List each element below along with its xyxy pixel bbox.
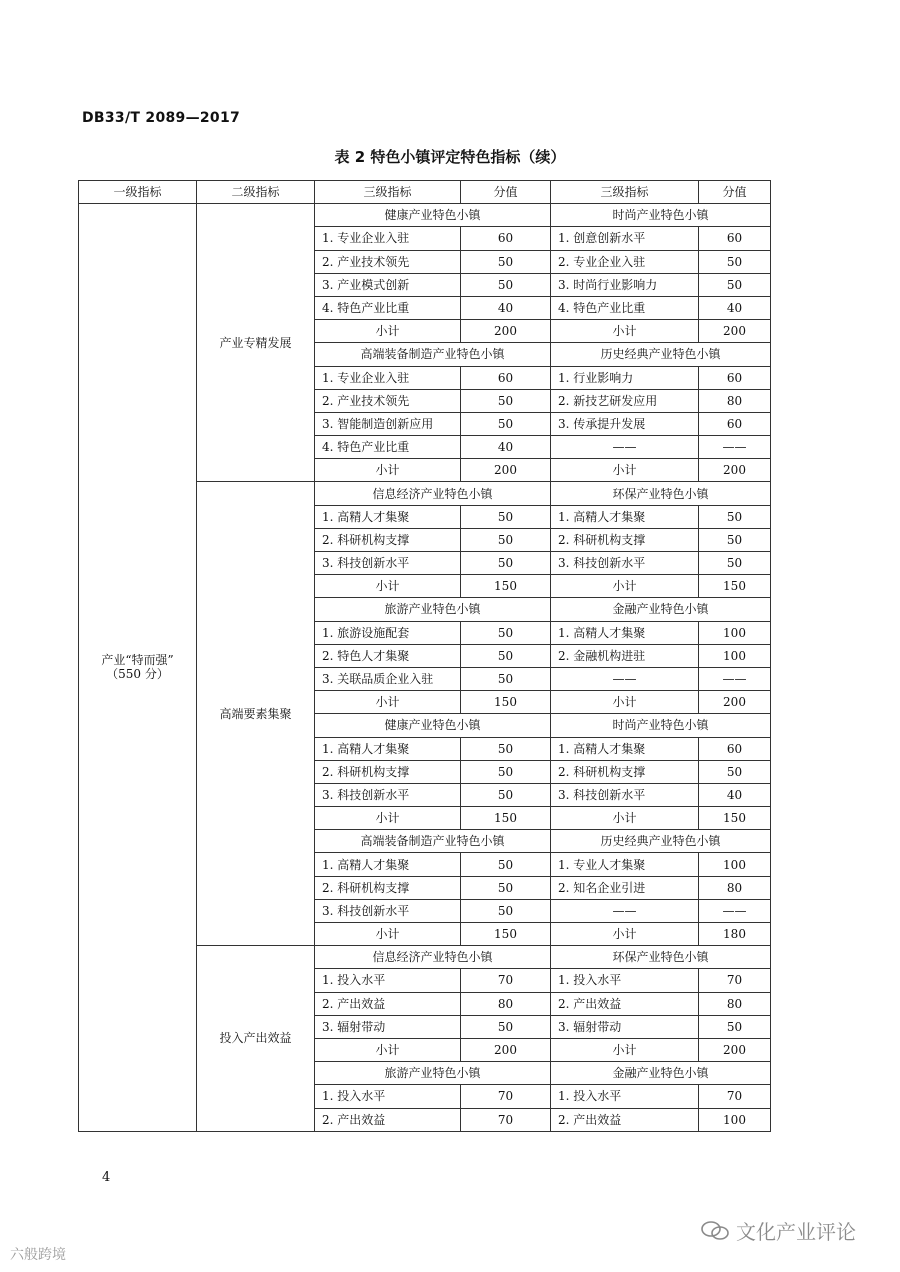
score-cell: 70 bbox=[699, 1085, 771, 1108]
town-type-heading: 旅游产业特色小镇 bbox=[315, 1062, 551, 1085]
score-cell: 50 bbox=[461, 853, 551, 876]
score-cell: 200 bbox=[699, 459, 771, 482]
column-header: 三级指标 bbox=[551, 181, 699, 204]
column-header: 一级指标 bbox=[79, 181, 197, 204]
level1-indicator-cell bbox=[79, 204, 197, 1132]
town-type-heading: 时尚产业特色小镇 bbox=[551, 714, 771, 737]
subtotal-label: 小计 bbox=[551, 807, 699, 830]
indicator-cell: 1. 投入水平 bbox=[315, 1085, 461, 1108]
town-type-heading: 高端装备制造产业特色小镇 bbox=[315, 830, 551, 853]
score-cell: 150 bbox=[461, 923, 551, 946]
score-cell: 200 bbox=[461, 320, 551, 343]
indicator-cell: 3. 传承提升发展 bbox=[551, 412, 699, 435]
table-row bbox=[79, 204, 771, 227]
score-cell: 60 bbox=[461, 227, 551, 250]
watermark-right-text: 文化产业评论 bbox=[736, 1220, 856, 1244]
indicator-cell: 1. 高精人才集聚 bbox=[551, 737, 699, 760]
town-type-heading: 信息经济产业特色小镇 bbox=[315, 946, 551, 969]
score-cell: 40 bbox=[699, 783, 771, 806]
column-header: 分值 bbox=[461, 181, 551, 204]
score-cell: 40 bbox=[461, 296, 551, 319]
score-cell: 50 bbox=[699, 273, 771, 296]
score-cell: 50 bbox=[699, 1015, 771, 1038]
indicator-cell: 2. 产业技术领先 bbox=[315, 389, 461, 412]
score-cell: 150 bbox=[699, 807, 771, 830]
score-cell: 100 bbox=[699, 853, 771, 876]
town-type-heading: 旅游产业特色小镇 bbox=[315, 598, 551, 621]
indicator-cell: 2. 特色人才集聚 bbox=[315, 644, 461, 667]
subtotal-label: 小计 bbox=[551, 459, 699, 482]
indicator-cell: 2. 科研机构支撑 bbox=[315, 760, 461, 783]
indicator-cell: 1. 高精人才集聚 bbox=[551, 505, 699, 528]
score-cell: 60 bbox=[699, 366, 771, 389]
indicator-cell: 2. 专业企业入驻 bbox=[551, 250, 699, 273]
indicator-cell: 2. 知名企业引进 bbox=[551, 876, 699, 899]
subtotal-label: 小计 bbox=[551, 320, 699, 343]
subtotal-label: 小计 bbox=[315, 459, 461, 482]
indicator-cell: 2. 科研机构支撑 bbox=[315, 876, 461, 899]
score-cell: 200 bbox=[461, 459, 551, 482]
score-cell: 100 bbox=[699, 644, 771, 667]
town-type-heading: 高端装备制造产业特色小镇 bbox=[315, 343, 551, 366]
score-cell: 200 bbox=[699, 691, 771, 714]
score-cell: 100 bbox=[699, 621, 771, 644]
watermark-right bbox=[700, 1216, 856, 1245]
town-type-heading: 健康产业特色小镇 bbox=[315, 714, 551, 737]
indicator-cell: 2. 科研机构支撑 bbox=[315, 528, 461, 551]
indicator-cell: —— bbox=[551, 899, 699, 922]
indicator-cell: 2. 产出效益 bbox=[551, 1108, 699, 1131]
score-cell: 180 bbox=[699, 923, 771, 946]
score-cell: 50 bbox=[461, 273, 551, 296]
level2-indicator: 产业专精发展 bbox=[197, 204, 315, 482]
score-cell: 50 bbox=[699, 505, 771, 528]
score-cell: 50 bbox=[699, 250, 771, 273]
score-cell: 100 bbox=[699, 1108, 771, 1131]
watermark-left: 六般跨境 bbox=[10, 1247, 66, 1263]
indicator-cell: 3. 辐射带动 bbox=[315, 1015, 461, 1038]
score-cell: 150 bbox=[461, 575, 551, 598]
column-header: 三级指标 bbox=[315, 181, 461, 204]
score-cell: 70 bbox=[461, 1108, 551, 1131]
indicator-cell: 3. 产业模式创新 bbox=[315, 273, 461, 296]
subtotal-label: 小计 bbox=[315, 575, 461, 598]
indicator-cell: 2. 产出效益 bbox=[315, 992, 461, 1015]
subtotal-label: 小计 bbox=[315, 691, 461, 714]
score-cell: 50 bbox=[461, 412, 551, 435]
score-cell: 50 bbox=[461, 528, 551, 551]
indicator-cell: 4. 特色产业比重 bbox=[551, 296, 699, 319]
indicator-cell: 4. 特色产业比重 bbox=[315, 296, 461, 319]
indicator-table bbox=[78, 180, 771, 1132]
level2-indicator: 投入产出效益 bbox=[197, 946, 315, 1132]
subtotal-label: 小计 bbox=[315, 320, 461, 343]
level1-indicator-points: （550 分） bbox=[106, 667, 169, 682]
column-header: 二级指标 bbox=[197, 181, 315, 204]
indicator-cell: 3. 科技创新水平 bbox=[315, 552, 461, 575]
indicator-cell: 1. 投入水平 bbox=[315, 969, 461, 992]
indicator-cell: 3. 辐射带动 bbox=[551, 1015, 699, 1038]
score-cell: 50 bbox=[461, 505, 551, 528]
town-type-heading: 时尚产业特色小镇 bbox=[551, 204, 771, 227]
indicator-cell: 1. 专业人才集聚 bbox=[551, 853, 699, 876]
score-cell: 50 bbox=[461, 644, 551, 667]
level1-indicator-label: 产业“特而强” bbox=[101, 653, 174, 668]
indicator-cell: 1. 高精人才集聚 bbox=[315, 737, 461, 760]
subtotal-label: 小计 bbox=[315, 923, 461, 946]
score-cell: 60 bbox=[699, 737, 771, 760]
score-cell: 80 bbox=[699, 876, 771, 899]
indicator-cell: 3. 关联品质企业入驻 bbox=[315, 667, 461, 690]
indicator-cell: 1. 高精人才集聚 bbox=[551, 621, 699, 644]
column-header: 分值 bbox=[699, 181, 771, 204]
town-type-heading: 历史经典产业特色小镇 bbox=[551, 830, 771, 853]
table-title: 表 2 特色小镇评定特色指标（续） bbox=[334, 148, 566, 166]
indicator-cell: 1. 高精人才集聚 bbox=[315, 853, 461, 876]
indicator-cell: 1. 投入水平 bbox=[551, 1085, 699, 1108]
score-cell: 40 bbox=[699, 296, 771, 319]
score-cell: 50 bbox=[461, 899, 551, 922]
subtotal-label: 小计 bbox=[315, 1038, 461, 1061]
score-cell: 50 bbox=[461, 783, 551, 806]
indicator-cell: 2. 金融机构进驻 bbox=[551, 644, 699, 667]
subtotal-label: 小计 bbox=[551, 923, 699, 946]
score-cell: 150 bbox=[461, 691, 551, 714]
level2-indicator: 高端要素集聚 bbox=[197, 482, 315, 946]
indicator-cell: —— bbox=[551, 436, 699, 459]
town-type-heading: 环保产业特色小镇 bbox=[551, 946, 771, 969]
score-cell: 50 bbox=[461, 876, 551, 899]
page-number: 4 bbox=[102, 1170, 111, 1185]
indicator-cell: 2. 新技艺研发应用 bbox=[551, 389, 699, 412]
score-cell: —— bbox=[699, 667, 771, 690]
indicator-cell: 2. 科研机构支撑 bbox=[551, 528, 699, 551]
indicator-cell: 1. 专业企业入驻 bbox=[315, 366, 461, 389]
indicator-cell: 1. 投入水平 bbox=[551, 969, 699, 992]
score-cell: 70 bbox=[461, 969, 551, 992]
score-cell: 60 bbox=[461, 366, 551, 389]
score-cell: 50 bbox=[699, 552, 771, 575]
score-cell: 50 bbox=[461, 552, 551, 575]
town-type-heading: 金融产业特色小镇 bbox=[551, 1062, 771, 1085]
score-cell: 50 bbox=[461, 389, 551, 412]
town-type-heading: 历史经典产业特色小镇 bbox=[551, 343, 771, 366]
score-cell: 150 bbox=[461, 807, 551, 830]
subtotal-label: 小计 bbox=[551, 575, 699, 598]
score-cell: —— bbox=[699, 899, 771, 922]
indicator-cell: 2. 产出效益 bbox=[315, 1108, 461, 1131]
score-cell: 80 bbox=[699, 389, 771, 412]
score-cell: 80 bbox=[461, 992, 551, 1015]
score-cell: 50 bbox=[699, 528, 771, 551]
score-cell: 200 bbox=[699, 320, 771, 343]
score-cell: 60 bbox=[699, 227, 771, 250]
indicator-cell: 3. 科技创新水平 bbox=[315, 783, 461, 806]
score-cell: 60 bbox=[699, 412, 771, 435]
score-cell: 200 bbox=[699, 1038, 771, 1061]
indicator-cell: 2. 产业技术领先 bbox=[315, 250, 461, 273]
indicator-cell: 4. 特色产业比重 bbox=[315, 436, 461, 459]
town-type-heading: 环保产业特色小镇 bbox=[551, 482, 771, 505]
score-cell: 50 bbox=[461, 250, 551, 273]
subtotal-label: 小计 bbox=[551, 691, 699, 714]
indicator-cell: 1. 旅游设施配套 bbox=[315, 621, 461, 644]
score-cell: 50 bbox=[461, 667, 551, 690]
score-cell: 50 bbox=[461, 760, 551, 783]
score-cell: 40 bbox=[461, 436, 551, 459]
score-cell: 50 bbox=[461, 737, 551, 760]
score-cell: —— bbox=[699, 436, 771, 459]
town-type-heading: 健康产业特色小镇 bbox=[315, 204, 551, 227]
indicator-cell: 1. 行业影响力 bbox=[551, 366, 699, 389]
document-code: DB33/T 2089—2017 bbox=[82, 110, 241, 126]
indicator-cell: 2. 产出效益 bbox=[551, 992, 699, 1015]
indicator-cell: 3. 科技创新水平 bbox=[551, 783, 699, 806]
score-cell: 50 bbox=[461, 1015, 551, 1038]
indicator-cell: 3. 科技创新水平 bbox=[551, 552, 699, 575]
indicator-cell: 1. 高精人才集聚 bbox=[315, 505, 461, 528]
score-cell: 50 bbox=[461, 621, 551, 644]
town-type-heading: 信息经济产业特色小镇 bbox=[315, 482, 551, 505]
score-cell: 150 bbox=[699, 575, 771, 598]
indicator-cell: 2. 科研机构支撑 bbox=[551, 760, 699, 783]
score-cell: 70 bbox=[461, 1085, 551, 1108]
score-cell: 70 bbox=[699, 969, 771, 992]
town-type-heading: 金融产业特色小镇 bbox=[551, 598, 771, 621]
indicator-cell: 3. 时尚行业影响力 bbox=[551, 273, 699, 296]
indicator-cell: 1. 专业企业入驻 bbox=[315, 227, 461, 250]
score-cell: 200 bbox=[461, 1038, 551, 1061]
indicator-cell: 3. 智能制造创新应用 bbox=[315, 412, 461, 435]
subtotal-label: 小计 bbox=[315, 807, 461, 830]
table-header-row bbox=[79, 181, 771, 204]
score-cell: 80 bbox=[699, 992, 771, 1015]
indicator-cell: —— bbox=[551, 667, 699, 690]
wechat-icon bbox=[700, 1220, 730, 1242]
indicator-cell: 1. 创意创新水平 bbox=[551, 227, 699, 250]
score-cell: 50 bbox=[699, 760, 771, 783]
subtotal-label: 小计 bbox=[551, 1038, 699, 1061]
indicator-cell: 3. 科技创新水平 bbox=[315, 899, 461, 922]
